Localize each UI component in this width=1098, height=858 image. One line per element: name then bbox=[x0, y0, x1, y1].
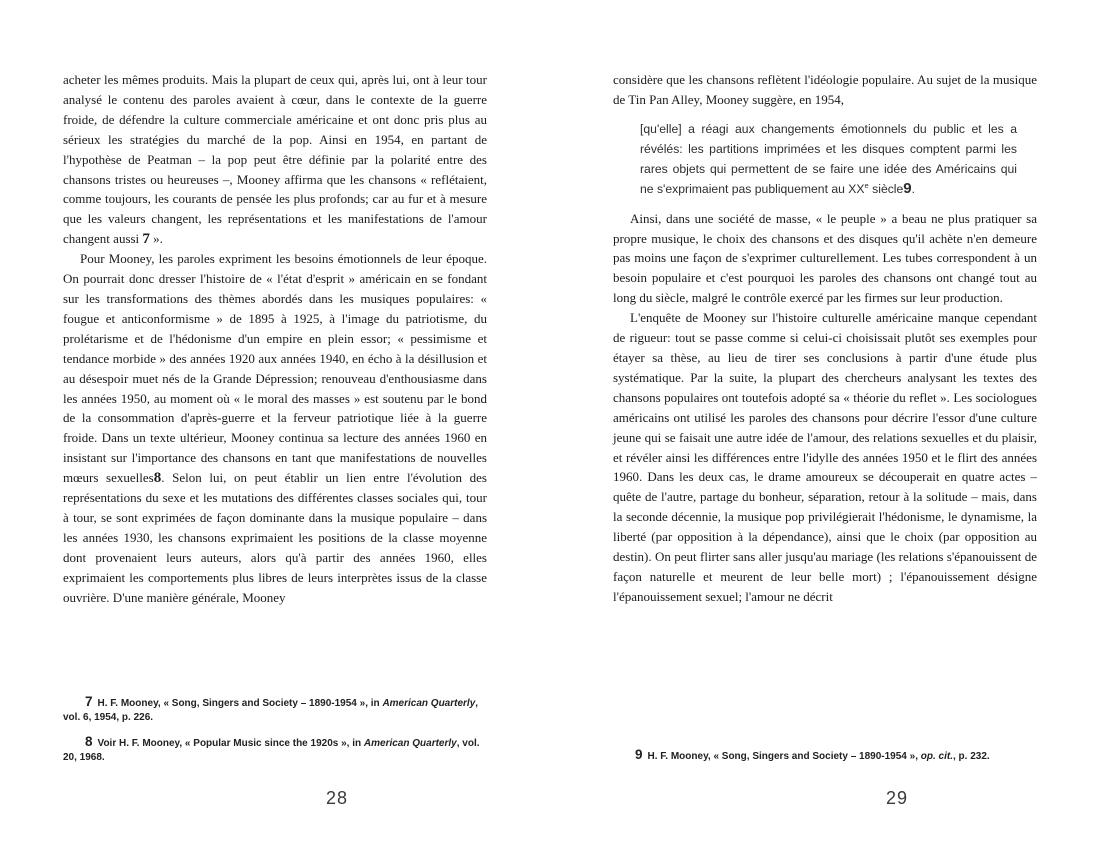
left-paragraph-2-text-end: . Selon lui, on peut établir un lien entre l'évolution des représentations du sexe et les mutations des différentes classes sociales qui, tour à tour, se sont exprimées de façon dominante dans la musique populaire – dans les années 1930, les chansons exprimaient les positions de la classe moyenne dont provenaient leurs auteurs, alors qu'à partir des années 1960, elles exprimaient les comportements plus libres de leurs interprètes issus de la classe ouvrière. D'une manière générale, Mooney bbox=[63, 470, 487, 605]
footnote-9-source-title: op. cit. bbox=[920, 751, 953, 762]
footnote-ref-9: 9 bbox=[903, 180, 912, 198]
block-quote-text-mid: siècle bbox=[868, 182, 904, 197]
footnote-9-text: H. F. Mooney, « Song, Singers and Society – 1890-1954 », bbox=[647, 751, 921, 762]
left-paragraph-2 bbox=[63, 249, 487, 607]
right-paragraph-2: Ainsi, dans une société de masse, « le peuple » a beau ne plus pratiquer sa propre musique, le choix des chansons et des disques qu'il achète n'en demeure pas moins une façon de s'exprimer culturellement. Les tubes correspondent à un besoin populaire et c'est pourquoi les paroles des chansons ont changé tout au long du siècle, malgré le contrôle exercé par les firmes sur leur production. bbox=[613, 210, 1037, 306]
block-quote-text-end: . bbox=[911, 182, 916, 197]
page-left-text-block bbox=[63, 70, 487, 607]
right-paragraph-3: L'enquête de Mooney sur l'histoire culturelle américaine manque cependant de rigueur: tout se passe comme si celui-ci choisissait plutôt ses exemples pour étayer sa thèse, au lieu de tirer ses conclusions à partir d'une étude plus systématique. Par la suite, la plupart des chercheurs analysant les textes des chansons populaires ont toutefois adopté sa « théorie du reflet ». Les sociologues américains ont utilisé les paroles des chansons pour décrire l'essor d'une culture jeune qui se faisait une autre idée de l'amour, des relations sexuelles et du plaisir, et révéler ainsi les différences entre l'idylle des années 1950 et le flirt des années 1960. Dans les deux cas, le drame amoureux se découperait en quatre actes – quête de l'autre, partage du bonheur, séparation, retour à la solitude – mais, dans la seconde décennie, la musique pop privilégierait l'hédonisme, le dynamisme, la liberté (par opposition à la dépendance), ainsi que le choix (par opposition au destin). On peut flirter sans aller jusqu'au mariage (les relations s'épanouissent de façon naturelle et meurent de leur belle mort) ; l'épanouissement désigne l'épanouissement sexuel; l'amour ne décrit bbox=[613, 310, 1037, 604]
footnote-8-source-title: American Quarterly bbox=[363, 738, 457, 749]
page-left-footnotes bbox=[63, 695, 489, 775]
block-quote bbox=[640, 119, 1017, 200]
left-paragraph-2-text: Pour Mooney, les paroles expriment les besoins émotionnels de leur époque. On pourrait donc dresser l'histoire de « l'état d'esprit » américain en se fondant sur les transformations des thèmes abordés dans les musiques populaires: « fougue et anticonformisme » de 1895 à 1925, à l'image du patriotisme, du prolétarisme et de l'hédonisme d'un empire en plein essor; « pessimisme et tendance morbide » des années 1920 aux années 1940, en écho à la désillusion et au désespoir muet nés de la Grande Dépression; renouveau d'enthousiasme dans les années 1950, au moment où « le moral des masses » est soutenu par le bond de la consommation d'après-guerre et la ferveur patriotique liée à la guerre froide. Dans un texte ultérieur, Mooney continua sa lecture des années 1960 en insistant sur l'importance des chansons en tant que manifestations de nouvelles mœurs sexuelles bbox=[63, 251, 487, 486]
page-number-right: 29 bbox=[886, 788, 909, 808]
footnote-ref-8: 8 bbox=[153, 470, 162, 487]
footnote-7-text: H. F. Mooney, « Song, Singers and Society – 1890-1954 », in bbox=[97, 698, 383, 709]
page-number-left: 28 bbox=[326, 788, 349, 808]
left-paragraph-1-text: acheter les mêmes produits. Mais la plupart de ceux qui, après lui, ont à leur tour analysé le contenu des paroles avaient à cœur, dans le contexte de la guerre froide, de défendre la culture commerciale américaine et ont donc pris plus au sérieux les stratégies du marché de la pop. Ainsi en 1954, en partant de l'hypothèse de Peatman – la pop peut être définie par la polarité entre des chansons tristes ou heureuses –, Mooney affirma que les chansons « reflétaient, comme toujours, les courants de pensée les plus profonds; car au fur et à mesure que les valeurs changent, les représentations et les manifestations de l'amour changent aussi bbox=[63, 72, 487, 247]
footnote-7 bbox=[63, 695, 489, 724]
footnote-7-number: 7 bbox=[85, 694, 93, 709]
footnote-7-text-end: , vol. 6, 1954, p. 226. bbox=[63, 698, 479, 723]
footnote-8-text: Voir H. F. Mooney, « Popular Music since the 1920s », in bbox=[97, 738, 364, 749]
footnote-9-number: 9 bbox=[635, 747, 643, 762]
footnote-9 bbox=[613, 748, 1039, 764]
block-quote-text: [qu'elle] a réagi aux changements émotionnels du public et les a révélés: les partitions imprimées et les disques comptent parmi les rares objets qui permettent de se faire une idée des Américains qui ne s'exprimaient pas publiquement au XX bbox=[640, 121, 1017, 197]
footnote-9-text-end: , p. 232. bbox=[953, 751, 990, 762]
footnote-ref-7: 7 bbox=[142, 231, 150, 248]
page-right-text-block bbox=[613, 70, 1037, 607]
left-paragraph-1-text-end: ». bbox=[149, 231, 163, 247]
page-right-footnotes bbox=[613, 748, 1039, 775]
footnote-7-source-title: American Quarterly bbox=[382, 698, 476, 709]
footnote-8-number: 8 bbox=[85, 734, 93, 749]
superscript-e: e bbox=[864, 181, 869, 191]
footnote-8 bbox=[63, 735, 489, 764]
footnote-8-text-end: , vol. 20, 1968. bbox=[63, 738, 480, 763]
left-paragraph-1 bbox=[63, 70, 487, 249]
right-paragraph-1: considère que les chansons reflètent l'idéologie populaire. Au sujet de la musique de Tin Pan Alley, Mooney suggère, en 1954, bbox=[613, 72, 1037, 107]
